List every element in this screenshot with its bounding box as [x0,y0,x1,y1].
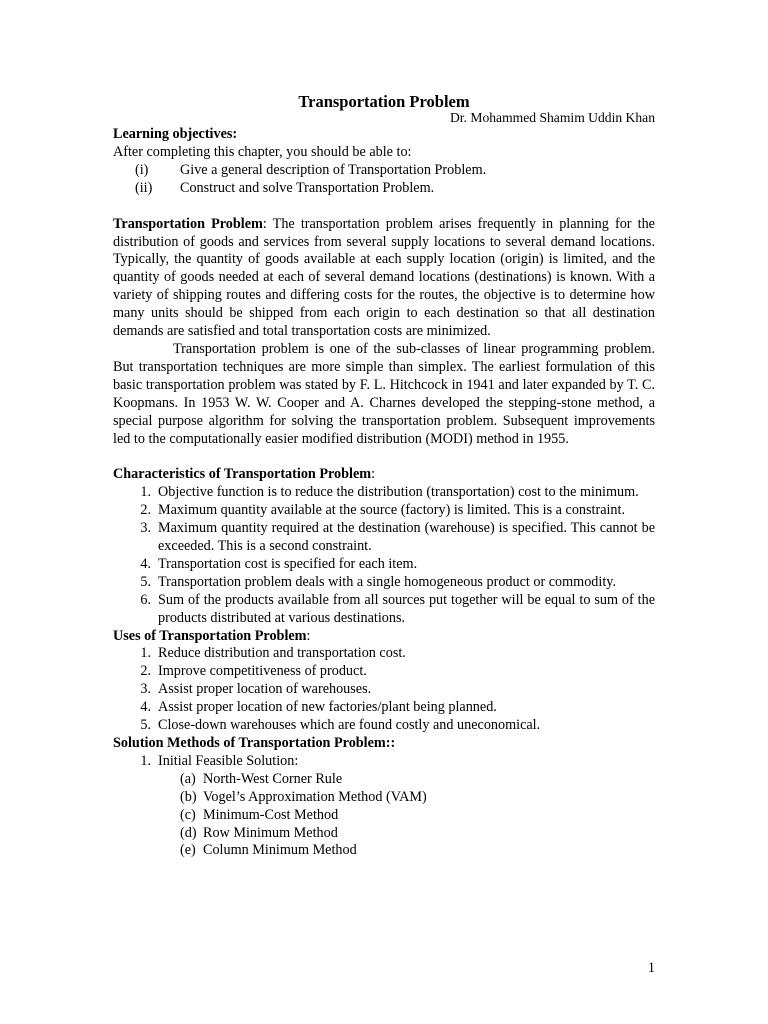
list-item-text: Reduce distribution and transportation cost. [158,645,406,662]
list-item-text: North-West Corner Rule [203,770,343,787]
list-item [113,574,655,592]
list-item [113,484,655,502]
list-item-number: 2. [140,663,151,680]
characteristics-heading-line [113,466,655,484]
list-item-number: 1. [140,484,151,501]
uses-heading-line [113,628,655,646]
list-item-text: Sum of the products available from all sources put together will be equal to sum of the products distributed at various destinations. [158,591,655,626]
list-item-text: Minimum-Cost Method [203,806,339,823]
list-item-number: 5. [140,717,151,734]
uses-heading: Uses of Transportation Problem [113,627,307,644]
list-item [113,717,655,735]
list-item-text: Objective function is to reduce the distribution (transportation) cost to the minimum. [158,484,639,501]
list-item-number: 1. [140,645,151,662]
tp-paragraph-2: Transportation problem is one of the sub-classes of linear programming problem. But transportation techniques are more simple than simplex. The earliest formulation of this basic transportation problem was stated by F. L. Hitchcock in 1941 and later expanded by T. C. Koopmans. In 1953 W. W. Cooper and A. Charnes developed the stepping-stone method, a special purpose algorithm for solving the transportation problem. Subsequent improvements led to the computationally easier modified distribution (MODI) method in 1955. [113,340,655,447]
list-item-number: 3. [140,520,151,537]
list-item-number: (c) [180,806,196,823]
list-item [180,789,655,807]
methods-list [113,753,655,771]
list-item-text: Improve competitiveness of product. [158,663,367,680]
tp-heading: Transportation Problem [113,215,263,232]
list-item-number: 5. [140,573,151,590]
page-number: 1 [647,960,655,976]
list-item-text: Transportation problem deals with a single homogeneous product or commodity. [158,573,617,590]
tp-paragraph-1 [113,216,655,341]
list-item-text: Assist proper location of new factories/plant being planned. [158,699,497,716]
list-item-number: (b) [180,788,197,805]
list-item-number: (a) [180,770,196,787]
list-item-number: (e) [180,842,196,859]
list-item [113,162,655,180]
list-item-text: Close-down warehouses which are found costly and uneconomical. [158,717,541,734]
objectives-intro: After completing this chapter, you should be able to: [113,143,412,160]
list-item-number: 2. [140,502,151,519]
list-item [113,502,655,520]
list-item [180,771,655,789]
characteristics-heading: Characteristics of Transportation Problem [113,466,372,483]
list-item [180,825,655,843]
list-item-number: 6. [140,591,151,608]
list-item-number: (d) [180,824,197,841]
list-item [113,180,655,198]
list-item-text: Initial Feasible Solution: [158,752,299,769]
list-item [113,663,655,681]
list-item [113,681,655,699]
list-item-number: 4. [140,555,151,572]
list-item-text: Maximum quantity available at the source (factory) is limited. This is a constraint. [158,502,626,519]
list-item [113,753,655,771]
list-item [180,807,655,825]
list-item-text: Vogel’s Approximation Method (VAM) [203,788,427,805]
list-item-text: Construct and solve Transportation Problem. [180,179,435,196]
methods-heading: Solution Methods of Transportation Problem:: [113,735,396,751]
list-item-text: Row Minimum Method [203,824,338,841]
list-item-number: 1. [140,752,151,769]
objectives-heading: Learning objectives: [113,126,238,142]
list-item-number: 3. [140,681,151,698]
tp-paragraph-1-text: : The transportation problem arises frequently in planning for the distribution of goods and services from several supply locations to several demand locations. Typically, the quantity of goods available at each supply location (origin) is limited, and the quantity of goods needed at each of several demand locations (destinations) is known. With a variety of shipping routes and differing costs for the routes, the objective is to determine how many units should be shipped from each origin to each destination so that all destination demands are satisfied and total transportation costs are minimized. [113,215,655,340]
list-item-text: Give a general description of Transportation Problem. [180,161,487,178]
document-page [113,92,655,860]
ifs-methods-list [113,771,655,861]
list-item-text: Transportation cost is specified for each item. [158,555,418,572]
list-item [113,592,655,628]
characteristics-list [113,484,655,627]
list-item-number: (ii) [135,179,153,196]
list-item [113,699,655,717]
author-name: Dr. Mohammed Shamim Uddin Khan [449,110,655,125]
list-item [113,520,655,556]
objectives-list [113,162,655,198]
list-item [113,556,655,574]
list-item [113,645,655,663]
heading-colon: : [371,466,376,483]
list-item-text: Column Minimum Method [203,842,357,859]
list-item-text: Assist proper location of warehouses. [158,681,372,698]
uses-list [113,645,655,735]
list-item-number: 4. [140,699,151,716]
list-item-text: Maximum quantity required at the destination (warehouse) is specified. This cannot be exceeded. This is a second constraint. [158,520,655,555]
list-item-number: (i) [135,161,149,178]
heading-colon: : [306,627,311,644]
list-item [180,842,655,860]
document-title: Transportation Problem [298,92,470,111]
